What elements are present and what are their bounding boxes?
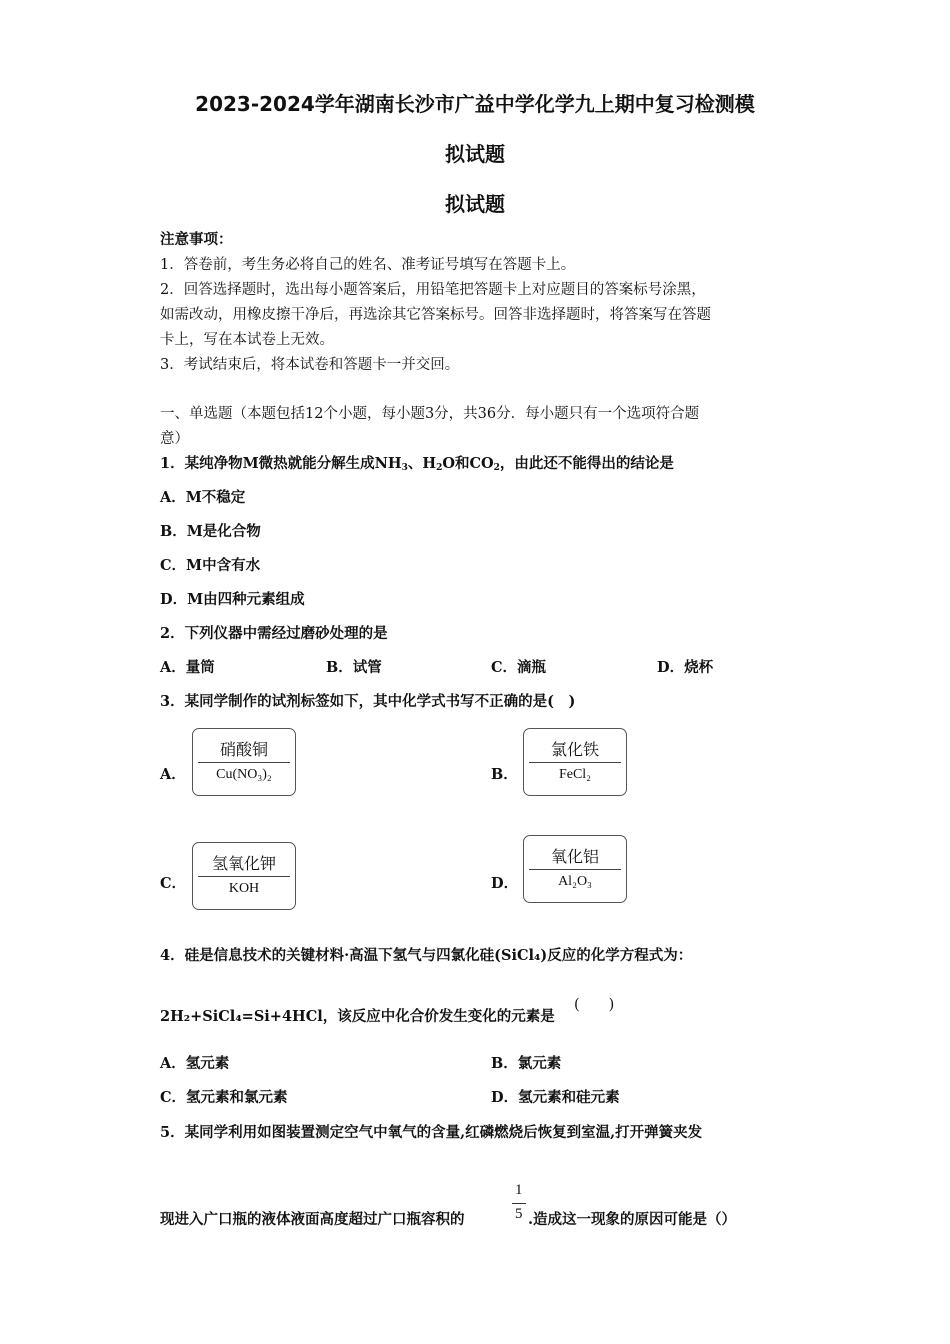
notice-item-2-line-3: 卡上，写在本试卷上无效。 bbox=[160, 332, 334, 348]
q3-label-d bbox=[523, 835, 627, 903]
q3-option-b-letter: B． bbox=[491, 766, 518, 783]
title-line-3: 拟试题 bbox=[445, 192, 505, 216]
q2-option-d: D．烧杯 bbox=[657, 659, 714, 676]
q4-option-d: D．氢元素和硅元素 bbox=[491, 1089, 620, 1106]
title-line-1: 2023-2024学年湖南长沙市广益中学化学九上期中复习检测模 bbox=[195, 92, 755, 116]
q4-option-c: C．氢元素和氯元素 bbox=[160, 1089, 288, 1106]
q3-label-b-name: 氯化铁 bbox=[550, 740, 599, 759]
q4-equation: 2H₂+SiCl₄=Si+4HCl，该反应中化合价发生变化的元素是 bbox=[160, 1008, 555, 1025]
q2-stem: 2．下列仪器中需经过磨砂处理的是 bbox=[160, 625, 388, 642]
q1-option-c: C．M中含有水 bbox=[160, 557, 261, 574]
q5-fraction-denominator: 5 bbox=[515, 1206, 523, 1222]
q5-stem-line-2a: 现进入广口瓶的液体液面高度超过广口瓶容积的 bbox=[160, 1211, 465, 1228]
q3-label-a bbox=[192, 728, 296, 796]
q3-option-a-letter: A． bbox=[160, 766, 186, 783]
q2-option-a: A．量筒 bbox=[160, 659, 215, 676]
notice-item-3: 3．考试结束后，将本试卷和答题卡一并交回。 bbox=[160, 357, 460, 373]
section1-heading-line-1: 一、单选题（本题包括12个小题，每小题3分，共36分．每小题只有一个选项符合题 bbox=[160, 406, 700, 422]
q3-label-a-name: 硝酸铜 bbox=[219, 740, 268, 759]
label-divider bbox=[198, 762, 290, 763]
notice-item-2-line-2: 如需改动，用橡皮擦干净后，再选涂其它答案标号。回答非选择题时，将答案写在答题 bbox=[160, 307, 711, 323]
q3-label-b-formula: FeCl₂ bbox=[558, 767, 592, 782]
q1-option-d: D．M由四种元素组成 bbox=[160, 591, 305, 608]
label-divider bbox=[529, 869, 621, 870]
q1-option-a: A．M不稳定 bbox=[160, 489, 246, 506]
q1-stem: 1．某纯净物M微热就能分解生成$NH_3$、$H_2O$和$CO_2$，由此还不能得出的结论是 bbox=[160, 455, 674, 473]
q2-option-c: C．滴瓶 bbox=[491, 659, 547, 676]
q4-answer-paren: ( ) bbox=[574, 997, 615, 1013]
q1-option-b: B．M是化合物 bbox=[160, 523, 261, 540]
q4-option-a: A．氢元素 bbox=[160, 1055, 230, 1072]
q5-stem-line-2b: .造成这一现象的原因可能是（） bbox=[528, 1211, 737, 1228]
label-divider bbox=[529, 762, 621, 763]
notice-item-2-line-1: 2．回答选择题时，选出每小题答案后，用铅笔把答题卡上对应题目的答案标号涂黑， bbox=[160, 282, 706, 298]
q3-label-c-name: 氢氧化钾 bbox=[211, 854, 276, 873]
q3-label-c bbox=[192, 842, 296, 910]
q3-option-d-letter: D． bbox=[491, 875, 519, 892]
section1-heading-line-2: 意） bbox=[160, 431, 189, 447]
notice-heading: 注意事项： bbox=[160, 231, 233, 248]
q5-fraction-numerator: 1 bbox=[515, 1182, 523, 1198]
q5-stem-line-1: 5．某同学利用如图装置测定空气中氧气的含量,红磷燃烧后恢复到室温,打开弹簧夹发 bbox=[160, 1124, 703, 1141]
q3-option-c-letter: C． bbox=[160, 875, 187, 892]
q3-stem: 3．某同学制作的试剂标签如下，其中化学式书写不正确的是( ) bbox=[160, 693, 576, 710]
label-divider bbox=[198, 876, 290, 877]
q4-stem: 4．硅是信息技术的关键材料·高温下氢气与四氯化硅(SiCl₄)反应的化学方程式为： bbox=[160, 947, 693, 964]
notice-item-1: 1．答卷前，考生务必将自己的姓名、准考证号填写在答题卡上。 bbox=[160, 257, 576, 273]
q3-label-c-formula: KOH bbox=[228, 881, 260, 896]
q3-label-b bbox=[523, 728, 627, 796]
q2-option-b: B．试管 bbox=[326, 659, 382, 676]
q4-option-b: B．氯元素 bbox=[491, 1055, 562, 1072]
q3-label-a-formula: Cu(NO₃)₂ bbox=[216, 767, 272, 782]
q5-fraction-bar bbox=[512, 1203, 526, 1204]
title-line-2: 拟试题 bbox=[445, 142, 505, 166]
q3-label-d-name: 氧化铝 bbox=[550, 847, 599, 866]
q3-label-d-formula: Al₂O₃ bbox=[558, 874, 592, 889]
